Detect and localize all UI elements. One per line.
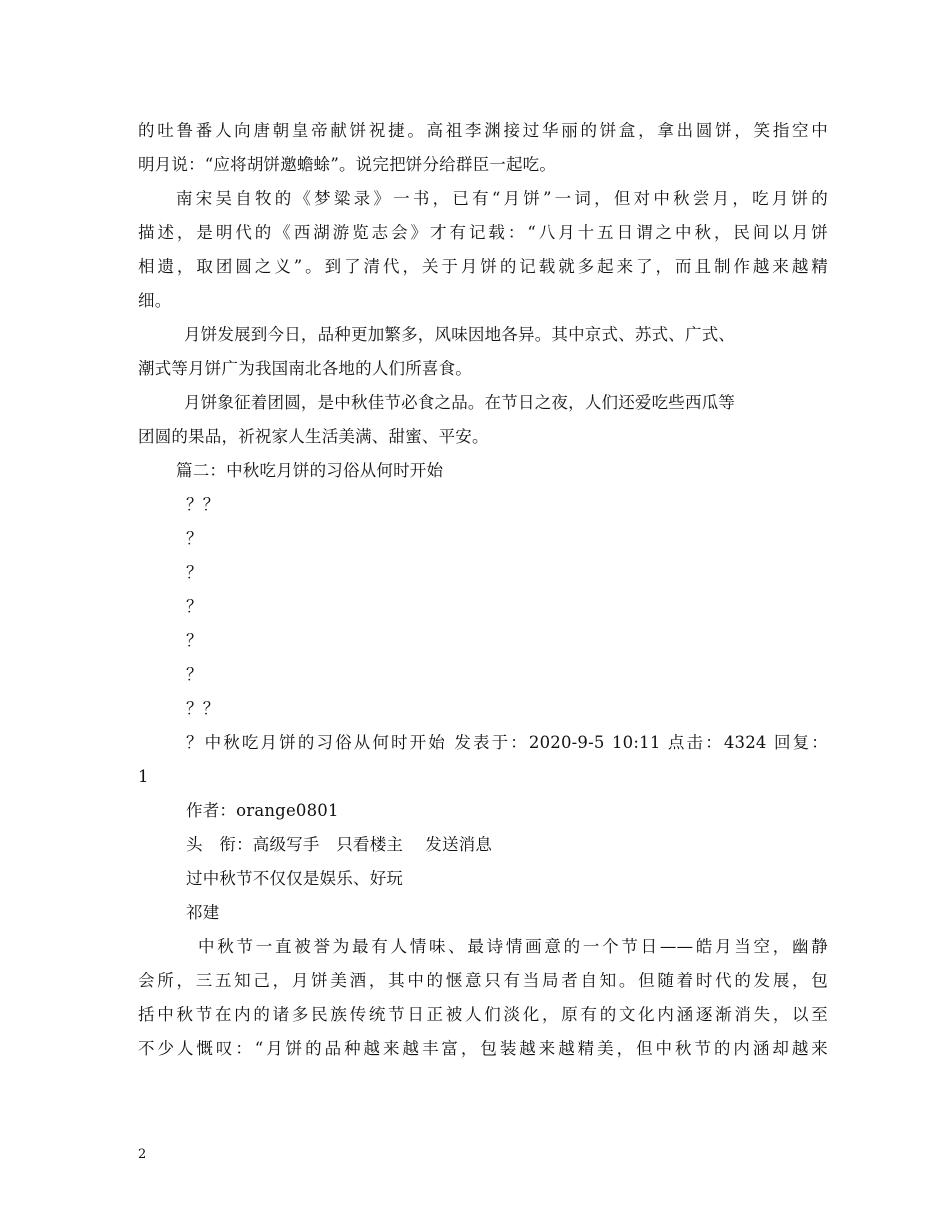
text-line: 月饼象征着团圆，是中秋佳节必食之品。在节日之夜，人们还爱吃些西瓜等 <box>184 393 736 412</box>
text-line: ？ <box>186 563 203 582</box>
document-body <box>138 114 828 1066</box>
section-heading: 篇二：中秋吃月饼的习俗从何时开始 <box>176 461 444 480</box>
text-line: 中秋节一直被誉为最有人情味、最诗情画意的一个节日——皓月当空，幽静 <box>198 937 828 956</box>
text-line: 团圆的果品，祈祝家人生活美满、甜蜜、平安。 <box>138 427 489 446</box>
title-line: 头 衔：高级写手 只看楼主 发送消息 <box>186 835 493 854</box>
text-line: 1 <box>138 767 149 786</box>
text-line: 会所，三五知己，月饼美酒，其中的惬意只有当局者自知。但随着时代的发展，包 <box>138 971 828 990</box>
text-line: 潮式等月饼广为我国南北各地的人们所喜食。 <box>138 359 472 378</box>
text-line: ？ <box>186 597 203 616</box>
text-line: ？ <box>186 631 203 650</box>
text-line: 月饼发展到今日，品种更加繁多，风味因地各异。其中京式、苏式、广式、 <box>184 325 736 344</box>
text-line: ？？ <box>186 495 220 514</box>
text-line: 明月说：“应将胡饼邀蟾蜍”。说完把饼分给群臣一起吃。 <box>138 155 557 174</box>
text-line: 不少人慨叹：“月饼的品种越来越丰富，包装越来越精美，但中秋节的内涵却越来 <box>138 1039 828 1058</box>
text-line: 相遗，取团圆之义”。到了清代，关于月饼的记载就多起来了，而且制作越来越精 <box>138 257 828 276</box>
text-line: ？ <box>186 665 203 684</box>
text-line: ？ <box>186 529 203 548</box>
text-line: 南宋吴自牧的《梦粱录》一书，已有“月饼”一词，但对中秋尝月，吃月饼的 <box>176 189 828 208</box>
text-line: 描述，是明代的《西湖游览志会》才有记载：“八月十五日谓之中秋，民间以月饼 <box>138 223 828 242</box>
article-title: 过中秋节不仅仅是娱乐、好玩 <box>186 869 404 888</box>
text-line: ？？ <box>186 699 220 718</box>
page-number: 2 <box>138 1147 147 1162</box>
article-author: 祁建 <box>186 903 220 922</box>
text-line: 括中秋节在内的诸多民族传统节日正被人们淡化，原有的文化内涵逐渐消失，以至 <box>138 1005 828 1024</box>
text-line: 的吐鲁番人向唐朝皇帝献饼祝捷。高祖李渊接过华丽的饼盒，拿出圆饼，笑指空中 <box>138 121 828 140</box>
text-line: 细。 <box>138 291 172 310</box>
post-meta-line: ？中秋吃月饼的习俗从何时开始 发表于：2020-9-5 10:11 点击：4324 回复： <box>186 733 828 752</box>
author-line: 作者：orange0801 <box>186 801 339 820</box>
